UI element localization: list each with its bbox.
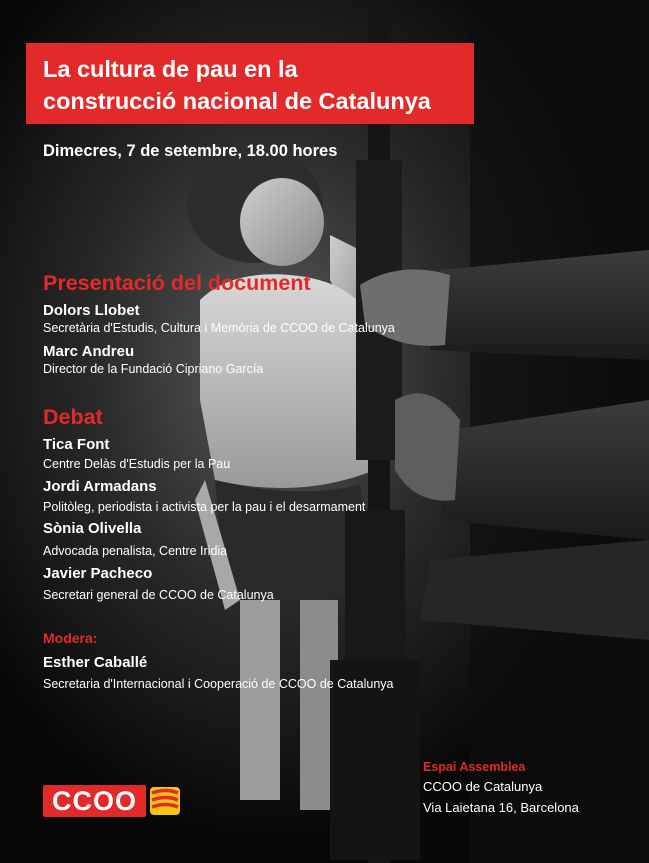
- title-line-2: construcció nacional de Catalunya: [43, 88, 431, 114]
- speaker-name: Sònia Olivella: [43, 520, 142, 537]
- moderator-heading: Modera:: [43, 630, 98, 646]
- moderator-role: Secretaria d'Internacional i Cooperació de CCOO de Catalunya: [43, 677, 394, 691]
- ccoo-logo: [43, 785, 182, 817]
- speaker-name: Javier Pacheco: [43, 565, 153, 582]
- presentation-heading: Presentació del document: [43, 271, 311, 295]
- speaker-name: Marc Andreu: [43, 343, 135, 360]
- child-leg-left: [240, 600, 280, 800]
- venue-line-2: Via Laietana 16, Barcelona: [423, 800, 579, 815]
- ccoo-flag-icon: [148, 785, 182, 817]
- venue-line-1: CCOO de Catalunya: [423, 779, 543, 794]
- speaker-role: Secretària d'Estudis, Cultura i Memòria de CCOO de Catalunya: [43, 321, 395, 335]
- child-shirt: [200, 274, 375, 488]
- event-date: Dimecres, 7 de setembre, 18.00 hores: [43, 142, 338, 160]
- speaker-name: Dolors Llobet: [43, 302, 140, 319]
- ccoo-logo-text: CCOO: [52, 786, 137, 816]
- speaker-role: Centre Delàs d'Estudis per la Pau: [43, 457, 231, 471]
- moderator-name: Esther Caballé: [43, 654, 148, 671]
- debate-heading: Debat: [43, 405, 103, 429]
- ccoo-logo-box: [43, 785, 146, 817]
- speaker-role: Advocada penalista, Centre Iridia: [43, 544, 228, 558]
- speaker-role: Politòleg, periodista i activista per la pau i el desarmament: [43, 500, 366, 514]
- speaker-name: Jordi Armadans: [43, 478, 157, 495]
- title-banner: [26, 43, 474, 124]
- title-line-1: La cultura de pau en la: [43, 56, 298, 82]
- speaker-role: Director de la Fundació Cipriano García: [43, 362, 264, 376]
- speaker-role: Secretari general de CCOO de Catalunya: [43, 588, 274, 602]
- speaker-name: Tica Font: [43, 436, 110, 453]
- rifle-magazine: [345, 510, 405, 660]
- venue-label: Espai Assemblea: [423, 760, 526, 774]
- child-face: [240, 178, 324, 266]
